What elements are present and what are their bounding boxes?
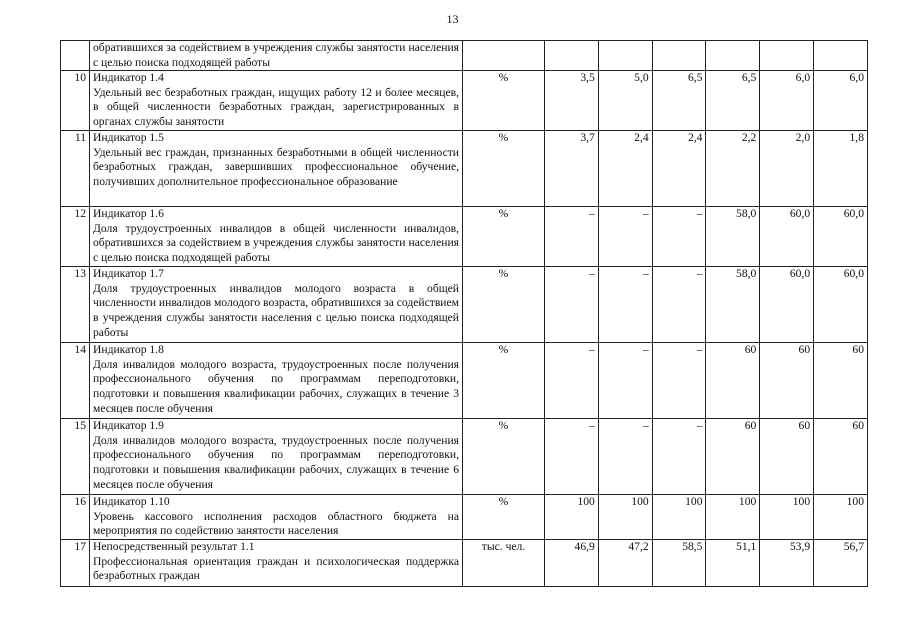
unit-cell: тыс. чел. xyxy=(463,540,545,587)
value-cell: – xyxy=(545,419,599,495)
value-cell: – xyxy=(652,419,706,495)
indicator-title: Индикатор 1.10 xyxy=(93,495,170,509)
indicator-description: Профессиональная ориентация граждан и психологическая поддержка безработных граждан xyxy=(93,554,459,583)
row-number: 17 xyxy=(61,540,90,587)
indicator-description: Доля трудоустроенных инвалидов молодого возраста в общей численности инвалидов молодого возраста, обратившихся за содействием в учреждения службы занятости населения с целью поиска подходящей работы xyxy=(93,281,459,339)
page-number: 13 xyxy=(446,12,459,26)
value-cell: 2,4 xyxy=(652,131,706,207)
table-row xyxy=(61,495,868,540)
indicator-description: Удельный вес граждан, признанных безработными в общей численности безработных граждан, завершивших профессиональное обучение, получивших дополнительное профессиональное образование xyxy=(93,145,459,188)
table-row xyxy=(61,267,868,343)
value-cell: – xyxy=(545,207,599,267)
indicator-description: Удельный вес безработных граждан, ищущих работу 12 и более месяцев, в общей численности безработных граждан, зарегистрированных в органах службы занятости xyxy=(93,85,459,128)
indicator-cell xyxy=(90,267,463,343)
row-number: 15 xyxy=(61,419,90,495)
value-cell: 6,0 xyxy=(814,71,868,131)
row-number xyxy=(61,41,90,71)
row-number: 11 xyxy=(61,131,90,207)
value-cell: 5,0 xyxy=(598,71,652,131)
value-cell: 2,0 xyxy=(760,131,814,207)
value-cell: 6,5 xyxy=(652,71,706,131)
indicator-cell xyxy=(90,71,463,131)
unit-cell: % xyxy=(463,267,545,343)
value-cell: 60 xyxy=(814,419,868,495)
indicator-cell xyxy=(90,41,463,71)
value-cell: 51,1 xyxy=(706,540,760,587)
value-cell: 100 xyxy=(598,495,652,540)
table-row xyxy=(61,71,868,131)
indicator-title: Индикатор 1.7 xyxy=(93,267,164,281)
indicator-cell xyxy=(90,540,463,587)
indicator-title: Индикатор 1.9 xyxy=(93,419,164,433)
value-cell: 58,5 xyxy=(652,540,706,587)
value-cell: – xyxy=(545,267,599,343)
table-row xyxy=(61,419,868,495)
value-cell: 100 xyxy=(706,495,760,540)
value-cell: 2,4 xyxy=(598,131,652,207)
indicator-description: Уровень кассового исполнения расходов областного бюджета на мероприятия по содействию занятости населения xyxy=(93,509,459,538)
unit-cell: % xyxy=(463,71,545,131)
indicator-description: обратившихся за содействием в учреждения службы занятости населения с целью поиска подходящей работы xyxy=(93,41,459,69)
unit-cell: % xyxy=(463,495,545,540)
value-cell: – xyxy=(652,267,706,343)
indicator-title: Индикатор 1.4 xyxy=(93,71,164,85)
indicator-description: Доля инвалидов молодого возраста, трудоустроенных после получения профессионального обучения по программам переподготовки, подготовки и повышения квалификации рабочих, служащих в течение 3 месяцев после обучения xyxy=(93,357,459,415)
value-cell: 58,0 xyxy=(706,267,760,343)
value-cell xyxy=(760,41,814,71)
value-cell: – xyxy=(598,207,652,267)
value-cell: – xyxy=(652,343,706,419)
row-number: 16 xyxy=(61,495,90,540)
value-cell: 100 xyxy=(760,495,814,540)
value-cell: 60,0 xyxy=(814,207,868,267)
value-cell: 1,8 xyxy=(814,131,868,207)
indicator-cell xyxy=(90,343,463,419)
indicator-title: Индикатор 1.8 xyxy=(93,343,164,357)
row-number: 13 xyxy=(61,267,90,343)
table-row xyxy=(61,131,868,207)
value-cell: 3,7 xyxy=(545,131,599,207)
value-cell: 6,0 xyxy=(760,71,814,131)
table-row xyxy=(61,41,868,71)
indicator-cell xyxy=(90,419,463,495)
value-cell: – xyxy=(598,419,652,495)
value-cell xyxy=(706,41,760,71)
value-cell: 3,5 xyxy=(545,71,599,131)
value-cell: 2,2 xyxy=(706,131,760,207)
indicators-table xyxy=(60,40,868,587)
table-row xyxy=(61,343,868,419)
value-cell: 60 xyxy=(706,419,760,495)
value-cell: 60 xyxy=(814,343,868,419)
value-cell: 60 xyxy=(706,343,760,419)
value-cell: 47,2 xyxy=(598,540,652,587)
indicator-title: Индикатор 1.5 xyxy=(93,131,164,145)
table-row xyxy=(61,540,868,587)
value-cell xyxy=(652,41,706,71)
value-cell: 60,0 xyxy=(814,267,868,343)
value-cell: 46,9 xyxy=(545,540,599,587)
value-cell: 53,9 xyxy=(760,540,814,587)
value-cell: 6,5 xyxy=(706,71,760,131)
row-number: 12 xyxy=(61,207,90,267)
value-cell: 58,0 xyxy=(706,207,760,267)
row-number: 10 xyxy=(61,71,90,131)
unit-cell: % xyxy=(463,131,545,207)
unit-cell: % xyxy=(463,207,545,267)
value-cell: 60,0 xyxy=(760,267,814,343)
value-cell: 60 xyxy=(760,419,814,495)
table-row xyxy=(61,207,868,267)
value-cell: 100 xyxy=(652,495,706,540)
value-cell: 100 xyxy=(545,495,599,540)
indicator-cell xyxy=(90,131,463,207)
indicator-title: Индикатор 1.6 xyxy=(93,207,164,221)
indicator-description: Доля инвалидов молодого возраста, трудоустроенных после получения профессионального обучения по программам переподготовки, подготовки и повышения квалификации рабочих, служащих в течение 6 месяцев после обучения xyxy=(93,433,459,491)
value-cell xyxy=(598,41,652,71)
indicator-cell xyxy=(90,495,463,540)
value-cell: – xyxy=(598,267,652,343)
value-cell xyxy=(545,41,599,71)
value-cell: 60,0 xyxy=(760,207,814,267)
value-cell xyxy=(814,41,868,71)
unit-cell: % xyxy=(463,343,545,419)
value-cell: 100 xyxy=(814,495,868,540)
value-cell: – xyxy=(545,343,599,419)
value-cell: – xyxy=(652,207,706,267)
value-cell: 60 xyxy=(760,343,814,419)
value-cell: 56,7 xyxy=(814,540,868,587)
indicator-title: Непосредственный результат 1.1 xyxy=(93,540,255,554)
indicator-description: Доля трудоустроенных инвалидов в общей численности инвалидов, обратившихся за содействием в учреждения службы занятости населения с целью поиска подходящей работы xyxy=(93,221,459,264)
value-cell: – xyxy=(598,343,652,419)
unit-cell: % xyxy=(463,419,545,495)
indicator-cell xyxy=(90,207,463,267)
unit-cell xyxy=(463,41,545,71)
row-number: 14 xyxy=(61,343,90,419)
